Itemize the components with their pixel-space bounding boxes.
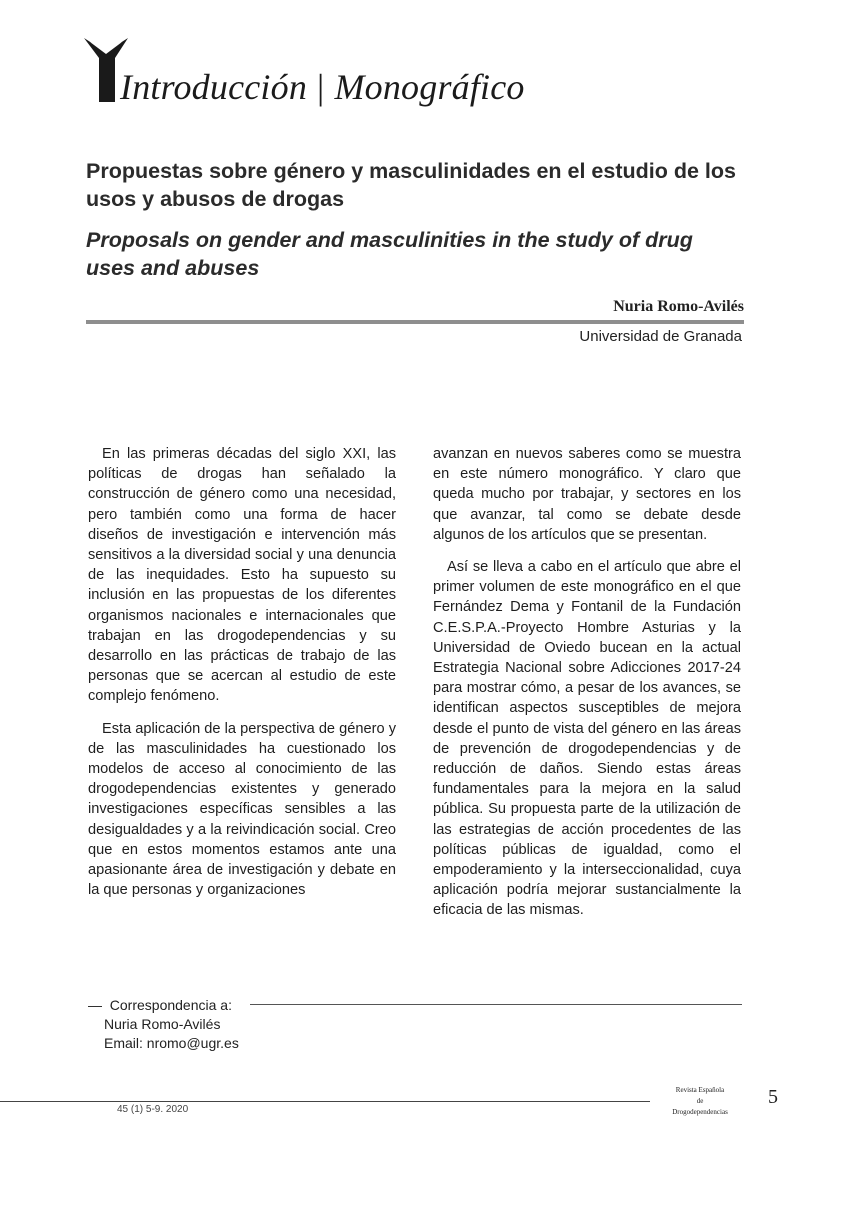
page-number: 5 — [768, 1086, 778, 1108]
paragraph: En las primeras décadas del siglo XXI, las políticas de drogas han señalado la construcción de género como una necesidad, pero también como una forma de hacer diseños de investigación e intervención más sensitivos a la diversidad social y una denuncia de las inequidades. Esto ha supuesto su inclusión en las propuestas de los diferentes organismos nacionales e internacionales que trabajan en las drogodependencias y su desarrollo en las prácticas de trabajo de las personas que se acercan al estudio de este complejo fenómeno. — [88, 446, 396, 705]
footer-divider — [0, 1101, 650, 1102]
paragraph: avanzan en nuevos saberes como se muestra en este número monográfico. Y claro que queda mucho por trabajar, y sectores en los que avanzar, tal como se debate desde algunos de los artículos que se presentan. — [433, 446, 741, 543]
body-column-left — [88, 444, 396, 912]
paragraph: Esta aplicación de la perspectiva de género y de las masculinidades ha cuestionado los modelos de acceso al conocimiento de las drogodependencias existentes y generado investigaciones específicas sensibles a las desigualdades y a la reivindicación social. Creo que en estos momentos estamos ante una apasionante área de investigación y debate en la que personas y organizaciones — [88, 720, 396, 899]
article-title-spanish: Propuestas sobre género y masculinidades en el estudio de los usos y abusos de drogas — [86, 159, 736, 211]
correspondence-name: Nuria Romo-Avilés — [104, 1016, 221, 1032]
author-divider — [86, 320, 744, 324]
paragraph: Así se lleva a cabo en el artículo que abre el primer volumen de este monográfico en el que Fernández Dema y Fontanil de la Fundación C.E.S.P.A.-Proyecto Hombre Asturias y la Universidad de Oviedo bucean en la actual Estrategia Nacional sobre Adicciones 2017-24 para mostrar cómo, a pesar de los avances, se identifican aspectos susceptibles de mejora desde el punto de vista del género en las áreas de prevención de drogodependencias y de reducción de daños. Siendo estas áreas fundamentales para la mejora en la salud pública. Su propuesta parte de la utilización de las estrategias de acción procedentes de las políticas públicas de igualdad, como el empoderamiento y la interseccionalidad, cuya aplicación podría mejorar sustancialmente la eficacia de las mismas. — [433, 559, 741, 919]
correspondence-email: Email: nromo@ugr.es — [104, 1035, 239, 1051]
section-header — [120, 66, 525, 108]
author-name: Nuria Romo-Avilés — [613, 298, 744, 315]
correspondence-label-text: Correspondencia a: — [109, 997, 232, 1013]
section-label: Introducción — [120, 67, 308, 107]
header-separator: | — [317, 67, 325, 107]
journal-name-line: de — [696, 1097, 704, 1105]
correspondence-divider — [250, 1004, 742, 1005]
correspondence-dash: — — [88, 997, 102, 1013]
author-affiliation: Universidad de Granada — [579, 328, 742, 345]
journal-name — [660, 1085, 740, 1118]
article-title-english: Proposals on gender and masculinities in the study of drug uses and abuses — [86, 228, 693, 280]
journal-name-line: Drogodependencias — [672, 1108, 728, 1116]
journal-name-line: Revista Española — [675, 1086, 725, 1094]
footer-citation: 45 (1) 5-9. 2020 — [117, 1104, 189, 1115]
body-column-right — [433, 444, 741, 933]
correspondence-block — [88, 996, 239, 1053]
correspondence-label — [88, 996, 239, 1015]
subsection-label: Monográfico — [334, 67, 525, 107]
